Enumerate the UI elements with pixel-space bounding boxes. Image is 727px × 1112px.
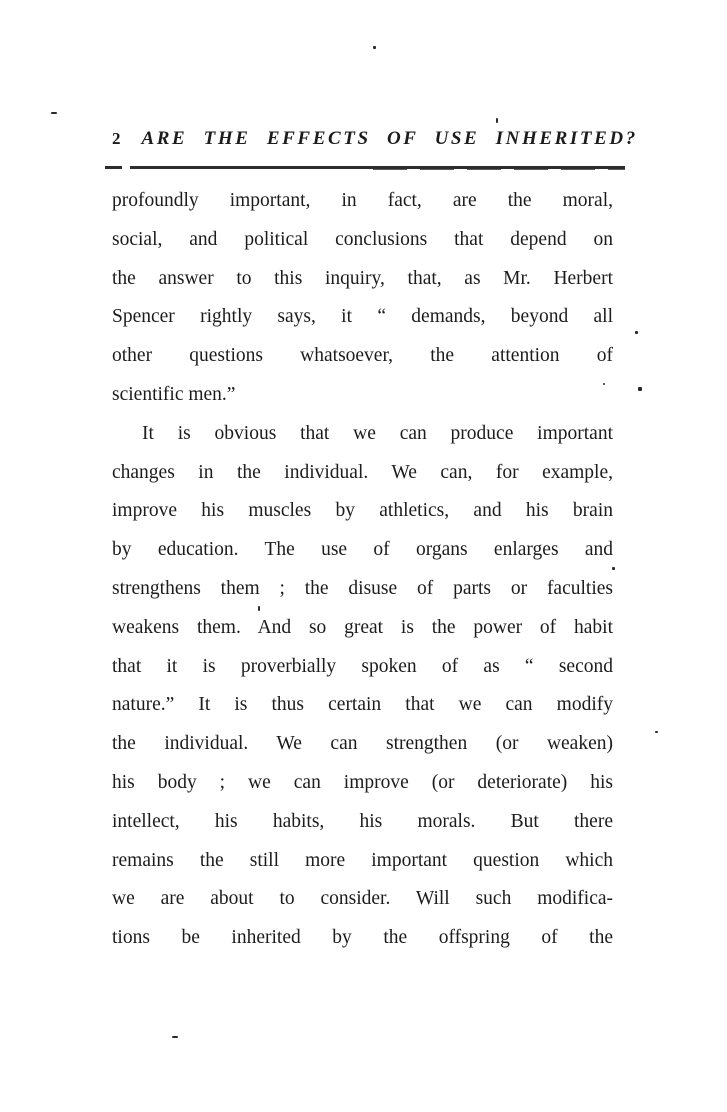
text-line: by education. The use of organs enlarges and — [112, 539, 613, 561]
header-rule — [105, 166, 625, 169]
text-line: tions be inherited by the offspring of the — [112, 927, 613, 949]
text-line: intellect, his habits, his morals. But there — [112, 810, 613, 832]
running-title: ARE THE EFFECTS OF USE INHERITED? — [141, 128, 638, 149]
text-line: social, and political conclusions that depend on — [112, 228, 613, 250]
scan-speck — [258, 606, 260, 611]
text-line: strengthens them ; the disuse of parts or faculties — [112, 577, 613, 599]
text-line: the answer to this inquiry, that, as Mr. Herbert — [112, 267, 613, 289]
page-number: 2 — [112, 129, 122, 148]
text-line: his body ; we can improve (or deteriorate) his — [112, 771, 613, 793]
text-line: Spencer rightly says, it “ demands, beyond all — [112, 306, 613, 328]
text-line: that it is proverbially spoken of as “ second — [112, 655, 613, 677]
scan-speck — [373, 46, 376, 49]
body-text — [112, 182, 613, 958]
scan-speck — [638, 387, 642, 391]
text-line: scientific men.” — [112, 383, 236, 405]
scan-speck — [603, 383, 605, 385]
scan-speck — [51, 112, 57, 114]
scan-speck — [612, 567, 615, 570]
scan-speck — [655, 731, 658, 733]
scan-speck — [496, 118, 498, 123]
text-line: profoundly important, in fact, are the moral, — [112, 190, 613, 211]
text-line: It is obvious that we can produce important — [142, 422, 613, 444]
scan-speck — [172, 1036, 178, 1038]
running-head — [112, 128, 638, 150]
scan-speck — [635, 331, 638, 334]
text-line: nature.” It is thus certain that we can modify — [112, 694, 613, 716]
text-line: remains the still more important question which — [112, 849, 613, 871]
text-line: we are about to consider. Will such modifica- — [112, 888, 613, 910]
text-line: other questions whatsoever, the attention of — [112, 345, 613, 367]
text-line: changes in the individual. We can, for example, — [112, 461, 613, 483]
text-line: improve his muscles by athletics, and his brain — [112, 500, 613, 522]
text-line: weakens them. And so great is the power of habit — [112, 616, 613, 638]
text-line: the individual. We can strengthen (or weaken) — [112, 733, 613, 755]
